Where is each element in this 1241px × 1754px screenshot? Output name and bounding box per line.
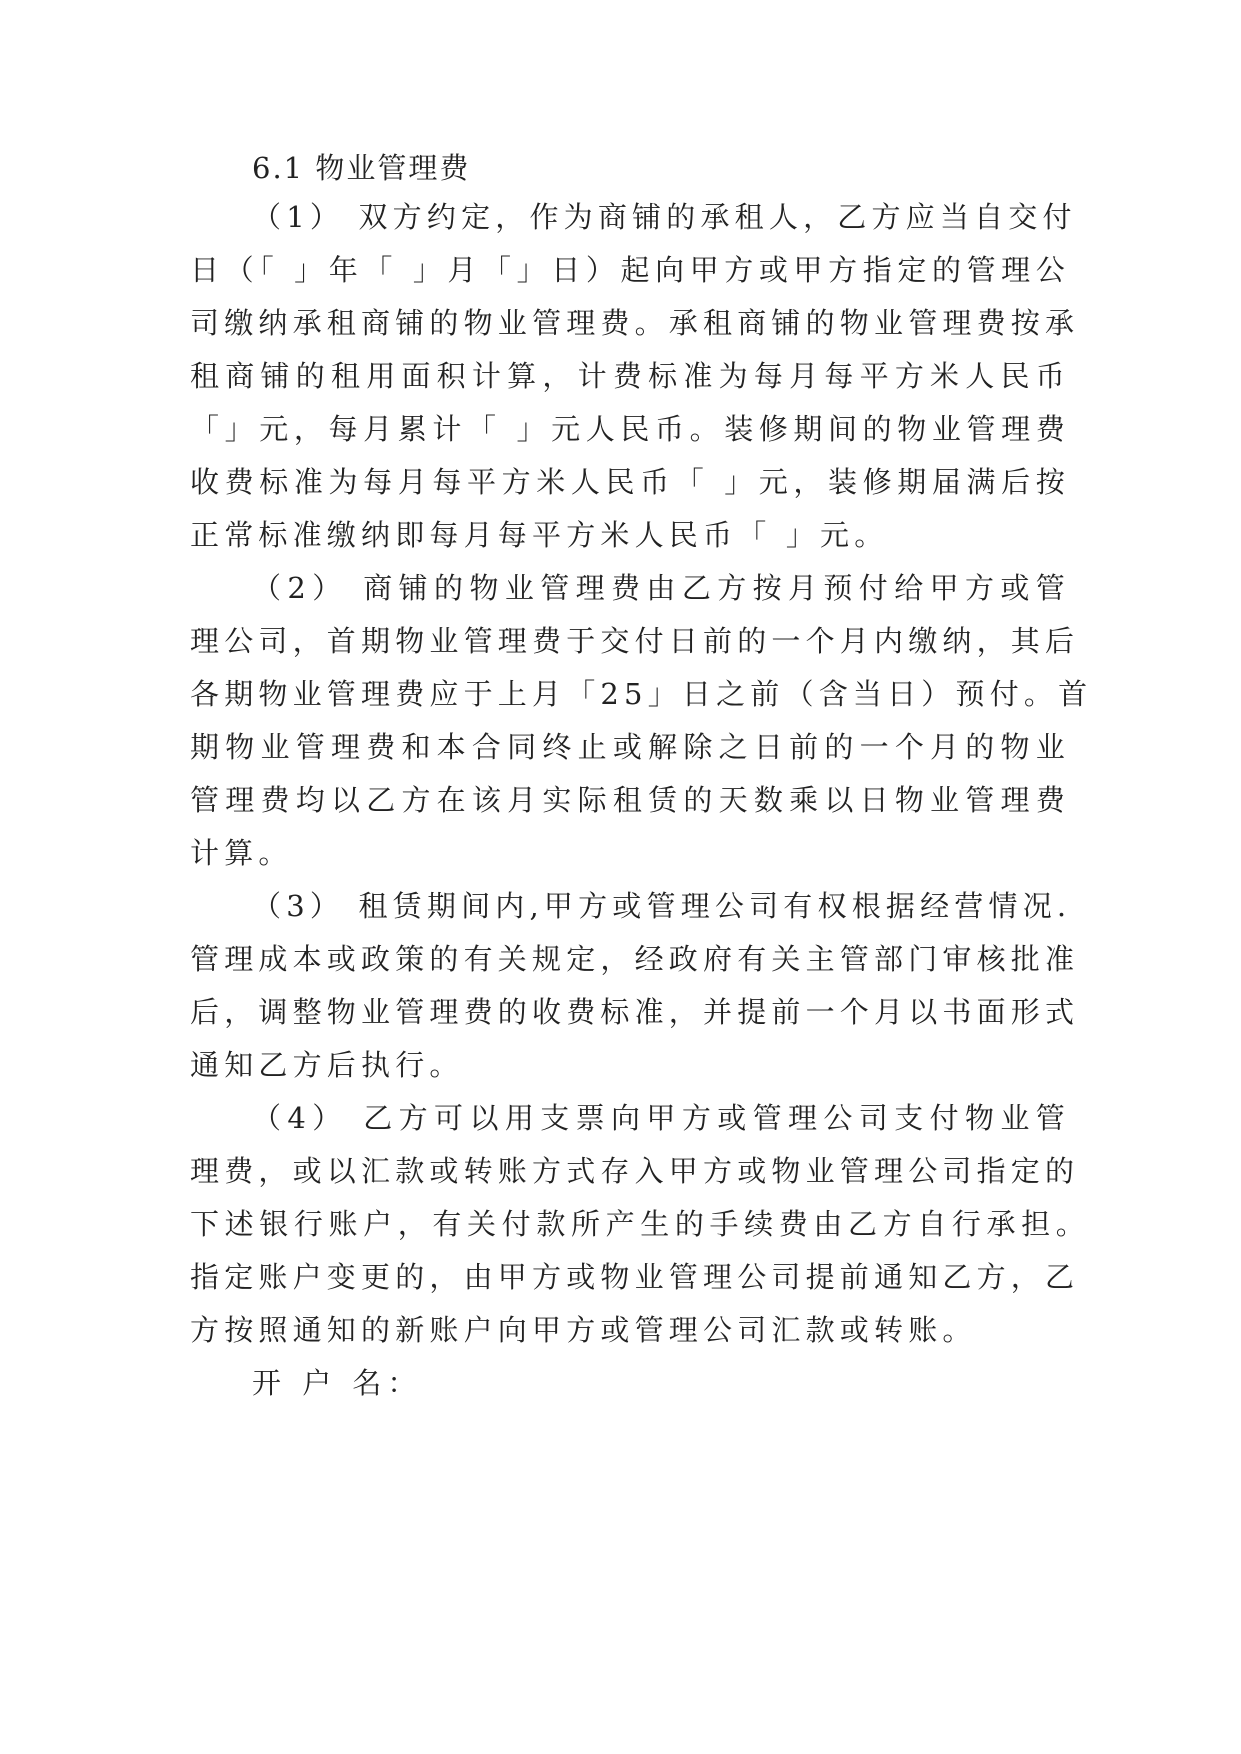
paragraph-4-line-1: （4） 乙方可以用支票向甲方或管理公司支付物业管 <box>252 1101 1070 1135</box>
paragraph-4-line-4: 指定账户变更的，由甲方或物业管理公司提前通知乙方，乙 <box>190 1260 1080 1294</box>
paragraph-2-line-5: 管理费均以乙方在该月实际租赁的天数乘以日物业管理费 <box>190 783 1070 817</box>
paragraph-1-line-5: 「」元，每月累计「 」元人民币。装修期间的物业管理费 <box>190 412 1070 446</box>
paragraph-3-line-3: 后，调整物业管理费的收费标准，并提前一个月以书面形式 <box>190 995 1080 1029</box>
paragraph-4-line-3: 下述银行账户，有关付款所产生的手续费由乙方自行承担。 <box>190 1207 1090 1241</box>
paragraph-1-line-2: 日（「 」年「 」月「」日）起向甲方或甲方指定的管理公 <box>190 253 1070 287</box>
paragraph-1-line-6: 收费标准为每月每平方米人民币「 」元，装修期届满后按 <box>190 465 1070 499</box>
paragraph-3-line-2: 管理成本或政策的有关规定，经政府有关主管部门审核批准 <box>190 942 1080 976</box>
paragraph-4-line-5: 方按照通知的新账户向甲方或管理公司汇款或转账。 <box>190 1313 977 1347</box>
paragraph-2-line-1: （2） 商铺的物业管理费由乙方按月预付给甲方或管 <box>252 571 1070 605</box>
paragraph-1-line-3: 司缴纳承租商铺的物业管理费。承租商铺的物业管理费按承 <box>190 306 1080 340</box>
paragraph-1-line-1: （1） 双方约定，作为商铺的承租人，乙方应当自交付 <box>252 200 1077 234</box>
section-heading: 6.1 物业管理费 <box>252 151 471 185</box>
paragraph-3-line-1: （3） 租赁期间内,甲方或管理公司有权根据经营情况. <box>252 889 1072 923</box>
paragraph-3-line-4: 通知乙方后执行。 <box>190 1048 464 1082</box>
paragraph-2-line-4: 期物业管理费和本合同终止或解除之日前的一个月的物业 <box>190 730 1070 764</box>
paragraph-1-line-4: 租商铺的租用面积计算，计费标准为每月每平方米人民币 <box>190 359 1070 393</box>
paragraph-1-line-7: 正常标准缴纳即每月每平方米人民币「 」元。 <box>190 518 889 552</box>
account-name-label: 开 户 名： <box>252 1366 423 1400</box>
paragraph-2-line-3: 各期物业管理费应于上月「25」日之前（含当日）预付。首 <box>190 677 1093 711</box>
paragraph-4-line-2: 理费，或以汇款或转账方式存入甲方或物业管理公司指定的 <box>190 1154 1080 1188</box>
paragraph-2-line-6: 计算。 <box>190 836 293 870</box>
paragraph-2-line-2: 理公司，首期物业管理费于交付日前的一个月内缴纳，其后 <box>190 624 1080 658</box>
